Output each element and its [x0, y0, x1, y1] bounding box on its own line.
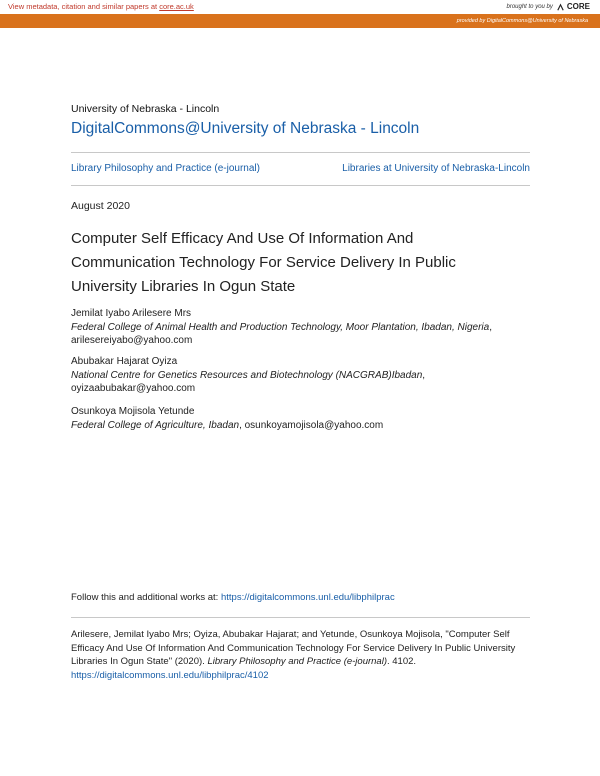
core-logo-icon	[556, 3, 565, 12]
author-name: Jemilat Iyabo Arilesere Mrs	[71, 308, 192, 319]
citation-number: . 4102.	[386, 656, 417, 667]
repository-link[interactable]: DigitalCommons@University of Nebraska - Lincoln	[71, 120, 420, 137]
author-email: oyizaabubakar@yahoo.com	[71, 383, 196, 394]
core-view-label: View metadata, citation and similar papers at	[8, 2, 160, 11]
author-block	[71, 355, 425, 396]
core-logo-text: CORE	[566, 2, 590, 11]
collection-link-journal[interactable]: Library Philosophy and Practice (e-journal)	[71, 163, 260, 174]
provided-by-text: provided by DigitalCommons@University of Nebraska	[456, 18, 588, 24]
author-name: Osunkoya Mojisola Yetunde	[71, 406, 195, 417]
core-provided-bar	[0, 14, 600, 28]
follow-link[interactable]: https://digitalcommons.unl.edu/libphilprac	[220, 592, 395, 603]
author-affiliation: National Centre for Genetics Resources and Biotechnology (NACGRAB)Ibadan	[71, 369, 423, 381]
author-affiliation: Federal College of Agriculture, Ibadan	[71, 419, 240, 431]
author-email: osunkoyamojisola@yahoo.com	[244, 419, 384, 431]
core-link[interactable]: core.ac.uk	[159, 2, 194, 11]
recommended-citation	[71, 628, 533, 682]
divider-top	[71, 152, 530, 153]
citation-journal: Library Philosophy and Practice (e-journal)	[207, 656, 387, 667]
citation-link[interactable]: https://digitalcommons.unl.edu/libphilprac/4102	[71, 669, 269, 681]
follow-line	[71, 592, 395, 603]
author-affiliation-line: National Centre for Genetics Resources and Biotechnology (NACGRAB)Ibadan,	[71, 369, 426, 381]
core-view-text	[8, 0, 194, 14]
author-email: arilesereiyabo@yahoo.com	[71, 335, 193, 346]
collection-link-libraries[interactable]: Libraries at University of Nebraska-Lincoln	[342, 163, 530, 174]
citation-text: Arilesere, Jemilat Iyabo Mrs; Oyiza, Abubakar Hajarat; and Yetunde, Osunkoya Mojisola, "Computer Self Efficacy And Use Of Information And Communication Technology For Service Delivery In Public University Libraries In Ogun State" (2020).	[71, 629, 516, 667]
brought-by-label: brought to you by	[506, 4, 553, 10]
author-block	[71, 405, 383, 432]
author-affiliation-line: Federal College of Agriculture, Ibadan, osunkoyamojisola@yahoo.com	[71, 419, 384, 431]
divider-collections	[71, 185, 530, 186]
core-brought-by	[507, 2, 591, 12]
core-banner	[0, 0, 600, 14]
core-logo[interactable]	[556, 2, 590, 12]
publication-date: August 2020	[71, 200, 130, 212]
follow-label: Follow this and additional works at:	[71, 592, 221, 603]
author-affiliation: Federal College of Animal Health and Production Technology, Moor Plantation, Ibadan, Nigeria	[71, 321, 490, 333]
author-block	[71, 307, 492, 348]
author-name: Abubakar Hajarat Oyiza	[71, 356, 178, 367]
divider-bottom	[71, 617, 530, 618]
article-title: Computer Self Efficacy And Use Of Information And Communication Technology For Service Delivery In Public University Libraries In Ogun State	[71, 230, 456, 295]
author-affiliation-line: Federal College of Animal Health and Production Technology, Moor Plantation, Ibadan, Nigeria,	[71, 321, 492, 333]
institution-name: University of Nebraska - Lincoln	[71, 103, 220, 115]
